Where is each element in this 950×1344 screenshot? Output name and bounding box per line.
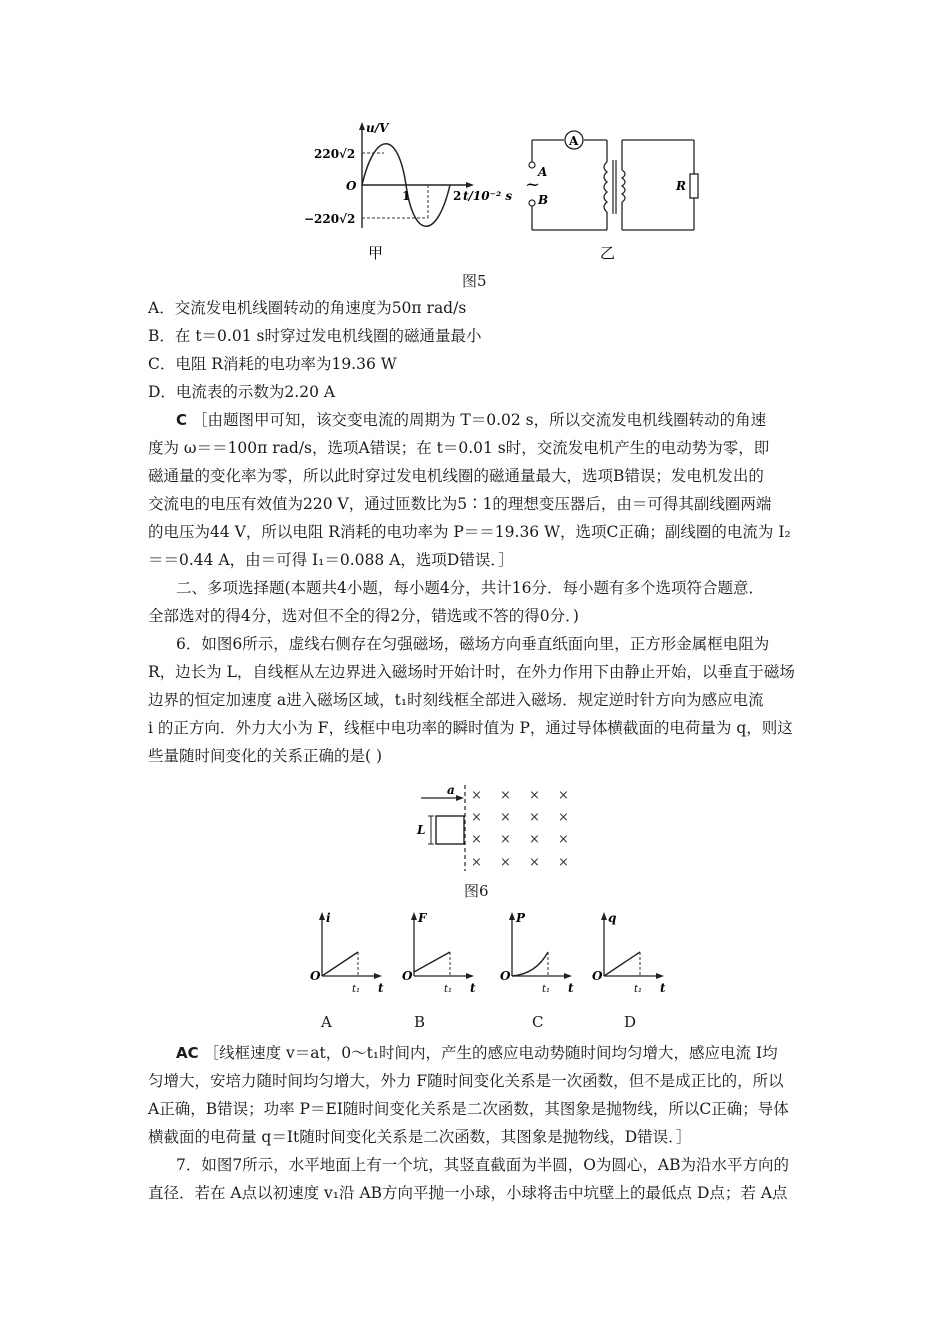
q6-text: 边界的恒定加速度 a进入磁场区域，t₁时刻线框全部进入磁场．规定逆时针方向为感应电流 bbox=[148, 691, 764, 709]
field-mark: × bbox=[558, 855, 569, 870]
fig5-term-a: A bbox=[538, 165, 548, 179]
section2-heading: 二、多项选择题(本题共4小题，每小题4分，共计16分．每小题有多个选项符合题意． bbox=[176, 579, 764, 597]
fig5-origin: O bbox=[346, 179, 357, 193]
q6-text: 些量随时间变化的关系正确的是( ) bbox=[148, 747, 383, 765]
field-mark: × bbox=[471, 810, 482, 825]
field-mark: × bbox=[500, 832, 511, 847]
q7-text: 直径．若在 A点以初速度 v₁沿 AB方向平抛一小球，小球将击中坑壁上的最低点 D点；若 A点 bbox=[148, 1184, 788, 1202]
field-mark: × bbox=[558, 788, 569, 803]
figure-5-caption: 图5 bbox=[462, 272, 487, 290]
graph-d-t1: t₁ bbox=[634, 984, 643, 995]
graph-a-y-label: i bbox=[326, 911, 331, 925]
field-mark: × bbox=[558, 810, 569, 825]
q5-answer-line: 磁通量的变化率为零，所以此时穿过发电机线圈的磁通量最大，选项B错误；发电机发出的 bbox=[148, 467, 764, 485]
q6-answer-letter: AC bbox=[176, 1044, 199, 1062]
field-mark: × bbox=[529, 832, 540, 847]
q5-answer-letter: C bbox=[176, 411, 188, 429]
fig5-ac-symbol: ~ bbox=[525, 174, 541, 195]
graph-d-letter: D bbox=[624, 1013, 637, 1031]
graph-a-t1: t₁ bbox=[352, 984, 361, 995]
graph-c-origin: O bbox=[500, 969, 511, 983]
field-mark: × bbox=[529, 788, 540, 803]
graph-b-y-label: F bbox=[418, 911, 427, 925]
field-mark: × bbox=[500, 855, 511, 870]
field-mark: × bbox=[529, 810, 540, 825]
graph-d-t: t bbox=[660, 981, 666, 995]
q7-text: 7．如图7所示，水平地面上有一个坑，其竖直截面为半圆，O为圆心，AB为沿水平方向的 bbox=[176, 1156, 790, 1174]
fig5-y-pos: 220√2 bbox=[314, 147, 356, 161]
graph-b-letter: B bbox=[414, 1013, 426, 1031]
fig6-arrow-label: a bbox=[447, 783, 455, 797]
fig5-term-b: B bbox=[538, 193, 549, 207]
q5-option-d: D．电流表的示数为2.20 A bbox=[148, 383, 336, 401]
section2-heading-cont: 全部选对的得4分，选对但不全的得2分，错选或不答的得0分．) bbox=[148, 607, 579, 625]
q6-text: R，边长为 L，自线框从左边界进入磁场时开始计时，在外力作用下由静止开始，以垂直于磁场 bbox=[148, 663, 795, 681]
field-mark: × bbox=[471, 855, 482, 870]
fig5-x-tick2: 2 bbox=[453, 189, 462, 203]
graph-b-origin: O bbox=[402, 969, 413, 983]
q5-option-a: A．交流发电机线圈转动的角速度为50π rad/s bbox=[148, 299, 467, 317]
graph-b-t1: t₁ bbox=[444, 984, 453, 995]
graph-c-t: t bbox=[568, 981, 574, 995]
figure-5 bbox=[300, 118, 720, 268]
q6-text: 6．如图6所示，虚线右侧存在匀强磁场，磁场方向垂直纸面向里，正方形金属框电阻为 bbox=[176, 635, 770, 653]
graph-d-y-label: q bbox=[608, 911, 617, 925]
q5-answer-first-line bbox=[176, 410, 766, 430]
graph-a-origin: O bbox=[310, 969, 321, 983]
q6-text: i 的正方向．外力大小为 F，线框中电功率的瞬时值为 P，通过导体横截面的电荷量为 q，则这 bbox=[148, 719, 793, 737]
graph-d-origin: O bbox=[592, 969, 603, 983]
graph-c-y-label: P bbox=[516, 911, 526, 925]
graph-a-t: t bbox=[378, 981, 384, 995]
q5-answer-line: 的电压为44 V，所以电阻 R消耗的电功率为 P＝＝19.36 W，选项C正确；副线圈的电流为 I₂ bbox=[148, 523, 791, 541]
graph-c-t1: t₁ bbox=[542, 984, 551, 995]
fig5-ammeter: A bbox=[569, 134, 579, 148]
q5-answer-line: ［由题图甲可知，该交变电流的周期为 T＝0.02 s，所以交流发电机线圈转动的角速 bbox=[191, 411, 767, 429]
q5-answer-line: 交流电的电压有效值为220 V，通过匝数比为5∶1的理想变压器后，由＝可得其副线圈两端 bbox=[148, 495, 772, 513]
q5-option-b: B．在 t＝0.01 s时穿过发电机线圈的磁通量最小 bbox=[148, 327, 482, 345]
q6-answer-first-line bbox=[176, 1043, 778, 1063]
field-mark: × bbox=[558, 832, 569, 847]
q6-answer-line: 横截面的电荷量 q＝It随时间变化关系是二次函数，其图象是抛物线，D错误．］ bbox=[148, 1128, 692, 1146]
fig5-y-label: u/V bbox=[366, 121, 389, 135]
figure-6-caption: 图6 bbox=[464, 882, 489, 900]
field-mark: × bbox=[500, 810, 511, 825]
fig5-x-tick1: 1 bbox=[402, 189, 411, 203]
fig5-label-yi: 乙 bbox=[600, 244, 616, 262]
q6-answer-line: A正确，B错误；功率 P＝EI随时间变化关系是二次函数，其图象是抛物线，所以C正确；导体 bbox=[148, 1100, 789, 1118]
field-mark: × bbox=[529, 855, 540, 870]
fig5-x-label: t/10⁻² s bbox=[463, 189, 513, 203]
q5-option-c: C．电阻 R消耗的电功率为19.36 W bbox=[148, 355, 397, 373]
field-mark: × bbox=[471, 832, 482, 847]
fig6-side-label: L bbox=[417, 823, 426, 837]
q6-answer-line: ［线框速度 v＝at，0～t₁时间内，产生的感应电动势随时间均匀增大，感应电流 I均 bbox=[203, 1044, 778, 1062]
option-graphs bbox=[300, 908, 700, 1000]
fig5-label-jia: 甲 bbox=[368, 244, 384, 262]
field-mark: × bbox=[500, 788, 511, 803]
q5-answer-line: ＝＝0.44 A，由＝可得 I₁＝0.088 A，选项D错误．］ bbox=[148, 551, 514, 569]
q5-answer-line: 度为 ω＝＝100π rad/s，选项A错误；在 t＝0.01 s时，交流发电机产生的电动势为零，即 bbox=[148, 439, 770, 457]
graph-c-letter: C bbox=[532, 1013, 544, 1031]
graph-b-t: t bbox=[470, 981, 476, 995]
fig5-y-neg: −220√2 bbox=[304, 212, 356, 226]
field-mark: × bbox=[471, 788, 482, 803]
graph-a-letter: A bbox=[321, 1013, 332, 1031]
fig5-resistor: R bbox=[676, 179, 686, 193]
q6-answer-line: 匀增大，安培力随时间均匀增大，外力 F随时间变化关系是一次函数，但不是成正比的，所以 bbox=[148, 1072, 784, 1090]
figure-6 bbox=[405, 783, 590, 873]
